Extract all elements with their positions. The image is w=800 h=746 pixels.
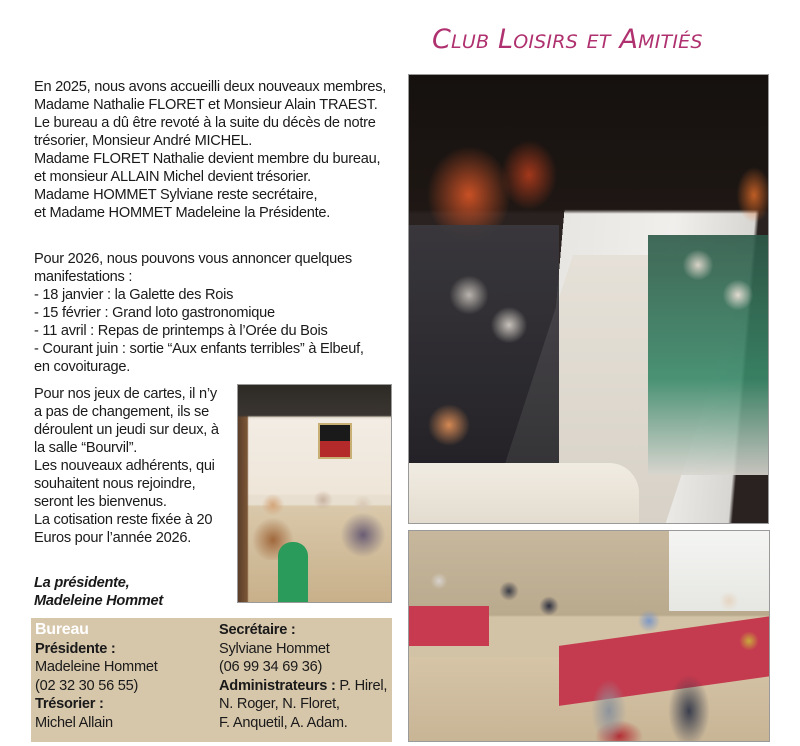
secretaire-name: Sylviane Hommet: [219, 640, 330, 657]
intro-line: trésorier, Monsieur André MICHEL.: [34, 133, 253, 149]
banquet-photo: [408, 74, 769, 524]
intro-line: Madame HOMMET Sylviane reste secrétaire,: [34, 187, 318, 203]
event-item: - 15 février : Grand loto gastronomique: [34, 305, 275, 321]
bureau-left-column: [35, 621, 158, 732]
secretaire-phone: (06 99 34 69 36): [219, 659, 323, 675]
cards-paragraph: [34, 385, 219, 547]
cards-line: La cotisation reste fixée à 20: [34, 512, 213, 528]
administrateurs-names: P. Hirel,: [335, 677, 388, 694]
cards-line: seront les bienvenus.: [34, 494, 167, 510]
events-intro-line: Pour 2026, nous pouvons vous annoncer quelques: [34, 251, 352, 267]
administrateurs-names: N. Roger, N. Floret,: [219, 696, 340, 712]
photo-green-arm: [278, 542, 308, 602]
signature: [34, 574, 163, 610]
cards-line: Euros pour l’année 2026.: [34, 530, 192, 546]
event-item: - Courant juin : sortie “Aux enfants terribles” à Elbeuf,: [34, 341, 364, 357]
intro-line: et monsieur ALLAIN Michel devient trésorier.: [34, 169, 311, 185]
intro-line: En 2025, nous avons accueilli deux nouveaux membres,: [34, 79, 387, 95]
bureau-heading: Bureau: [35, 621, 89, 638]
cards-line: déroulent un jeudi sur deux, à: [34, 422, 219, 438]
secretaire-label: Secrétaire :: [219, 622, 296, 638]
photo-guests-right: [648, 235, 768, 475]
event-item: - 18 janvier : la Galette des Rois: [34, 287, 234, 303]
cards-line: la salle “Bourvil”.: [34, 440, 138, 456]
presidente-label: Présidente :: [35, 640, 116, 657]
signature-name: Madeleine Hommet: [34, 593, 163, 609]
events-intro-line: manifestations :: [34, 269, 133, 285]
bureau-right-column: [219, 621, 387, 732]
intro-line: et Madame HOMMET Madeleine la Présidente.: [34, 205, 331, 221]
cards-line: souhaitent nous rejoindre,: [34, 476, 196, 492]
presidente-name: Madeleine Hommet: [35, 659, 158, 675]
administrateurs-line: [219, 677, 387, 696]
event-item: - 11 avril : Repas de printemps à l’Orée du Bois: [34, 323, 328, 339]
photo-people: [409, 551, 770, 671]
intro-line: Le bureau a dû être revoté à la suite du décès de notre: [34, 115, 376, 131]
photo-foreground-arm: [409, 463, 639, 523]
photo-guests: [238, 480, 392, 560]
bureau-box: [31, 618, 392, 742]
intro-line: Madame Nathalie FLORET et Monsieur Alain TRAEST.: [34, 97, 378, 113]
cards-line: Pour nos jeux de cartes, il n’y: [34, 386, 217, 402]
tresorier-name: Michel Allain: [35, 714, 113, 731]
tresorier-label: Trésorier :: [35, 696, 104, 712]
page-title: Club Loisirs et Amitiés: [432, 24, 703, 56]
presidente-phone: (02 32 30 56 55): [35, 677, 139, 694]
administrateurs-label: Administrateurs :: [219, 677, 336, 694]
signature-role: La présidente,: [34, 575, 130, 591]
cards-line: a pas de changement, ils se: [34, 404, 209, 420]
events-paragraph: [34, 250, 364, 376]
event-item: en covoiturage.: [34, 359, 131, 375]
administrateurs-names: F. Anquetil, A. Adam.: [219, 714, 348, 731]
photo-kids: [579, 671, 729, 742]
intro-line: Madame FLORET Nathalie devient membre du bureau,: [34, 151, 381, 167]
photo-painting: [318, 423, 352, 459]
cards-line: Les nouveaux adhérents, qui: [34, 458, 215, 474]
hall-photo: [408, 530, 770, 742]
intro-paragraph: [34, 78, 386, 222]
restaurant-photo: [237, 384, 392, 603]
